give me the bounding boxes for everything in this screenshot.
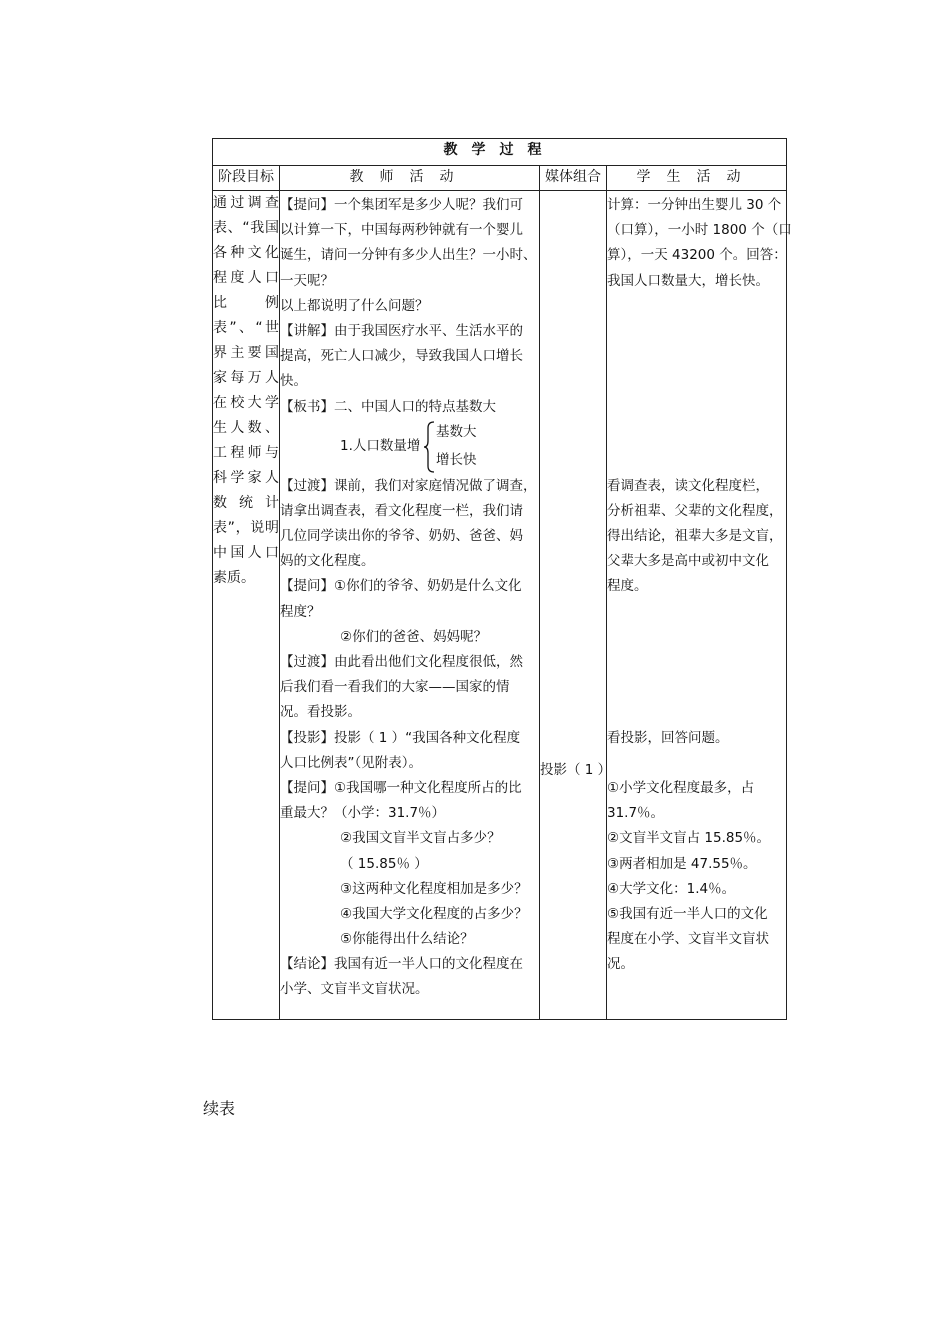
student-line: 程度。 <box>607 578 648 595</box>
student-line: 分析祖辈、父辈的文化程度， <box>607 502 783 519</box>
table-title: 教学过程 <box>213 139 787 166</box>
teacher-line: 提高，死亡人口减少，导致我国人口增长 <box>280 348 523 365</box>
student-line: ⑤我国有近一半人口的文化 <box>607 905 768 922</box>
student-line: 得出结论，祖辈大多是文盲， <box>607 528 783 545</box>
teacher-line: 【板书】二、中国人口的特点基数大 <box>280 398 496 415</box>
student-line: 31.7％。 <box>607 805 665 822</box>
teacher-line: 后我们看一看我们的大家——国家的情 <box>280 679 510 696</box>
teacher-line: 【投影】投影（ 1 ）“我国各种文化程度 <box>280 729 521 746</box>
continued-label: 续表 <box>203 1099 236 1118</box>
teacher-line: 请拿出调查表，看文化程度一栏，我们请 <box>280 502 523 519</box>
teacher-line: （ 15.85％ ） <box>340 855 428 872</box>
brace-label: 1.人口数量增 <box>340 437 421 454</box>
teacher-line: 人口比例表”（见附表）。 <box>280 754 422 771</box>
teacher-line: ④我国大学文化程度的占多少？ <box>340 905 528 922</box>
student-line: 我国人口数量大，增长快。 <box>607 272 769 289</box>
teacher-line: ②你们的爸爸、妈妈呢？ <box>340 628 488 645</box>
student-line: 父辈大多是高中或初中文化 <box>607 553 769 570</box>
teacher-line: 快。 <box>280 373 307 390</box>
header-goal: 阶段目标 <box>213 166 280 191</box>
teacher-line: 【提问】①我国哪一种文化程度所占的比 <box>280 779 522 796</box>
teacher-cell <box>280 191 540 1020</box>
teacher-line: 【结论】我国有近一半人口的文化程度在 <box>280 956 523 973</box>
teacher-line: ⑤你能得出什么结论？ <box>340 931 474 948</box>
student-cell <box>607 191 792 1020</box>
media-cell <box>540 191 612 1020</box>
media-text: 投影（ 1 ） <box>540 762 612 778</box>
goal-cell <box>213 191 280 1020</box>
student-line: 况。 <box>607 956 634 973</box>
brace-item: 基数大 <box>436 423 477 440</box>
teacher-line: 【讲解】由于我国医疗水平、生活水平的 <box>280 322 523 339</box>
teacher-line: 一天呢？ <box>280 272 334 289</box>
teacher-line: 程度？ <box>280 603 321 620</box>
student-line: 计算：一分钟出生婴儿 30 个 <box>607 197 782 213</box>
teacher-line: 【提问】一个集团军是多少人呢？我们可 <box>280 197 523 213</box>
board-brace-group <box>280 420 539 474</box>
header-media: 媒体组合 <box>540 166 607 191</box>
header-student: 学生活动 <box>607 166 787 191</box>
student-line: 算），一天 43200 个。回答： <box>607 247 787 264</box>
teacher-line: 况。看投影。 <box>280 704 361 721</box>
student-line: 程度在小学、文盲半文盲状 <box>607 931 769 948</box>
header-teacher: 教师活动 <box>280 166 540 191</box>
teacher-line: 几位同学读出你的爷爷、奶奶、爸爸、妈 <box>280 528 523 545</box>
student-line: 看投影，回答问题。 <box>607 729 729 746</box>
student-line: ④大学文化：1.4％。 <box>607 880 736 897</box>
teacher-line: 【过渡】课前，我们对家庭情况做了调查， <box>280 477 537 494</box>
curly-brace-icon <box>423 420 435 474</box>
student-line: ①小学文化程度最多，占 <box>607 779 755 796</box>
teacher-line: ③这两种文化程度相加是多少？ <box>340 880 528 897</box>
student-line: ③两者相加是 47.55％。 <box>607 855 757 872</box>
teaching-process-table <box>212 138 792 1020</box>
teacher-line: 以计算一下，中国每两秒钟就有一个婴儿 <box>280 222 523 239</box>
teacher-line: 诞生，请问一分钟有多少人出生？一小时、 <box>280 247 537 264</box>
teacher-line: 重最大？（小学：31.7％） <box>280 805 446 822</box>
student-line: ②文盲半文盲占 15.85％。 <box>607 830 771 847</box>
teacher-line: 妈的文化程度。 <box>280 553 375 570</box>
teacher-line: 以上都说明了什么问题？ <box>280 297 429 314</box>
teacher-line: 【过渡】由此看出他们文化程度很低，然 <box>280 654 523 670</box>
goal-text: 通过调查表、“我国各种文化程度人口比例表”、“世界主要国家每万人在校大学生人数、工程师与科学家人数统计表”，说明中国人口素质。 <box>213 195 279 586</box>
student-line: （口算），一小时 1800 个（口 <box>607 222 792 239</box>
brace-item: 增长快 <box>436 451 477 468</box>
teacher-line: ②我国文盲半文盲占多少？ <box>340 830 501 847</box>
teacher-line: 【提问】①你们的爷爷、奶奶是什么文化 <box>280 578 522 595</box>
teacher-line: 小学、文盲半文盲状况。 <box>280 981 429 998</box>
student-line: 看调查表，读文化程度栏， <box>607 477 769 494</box>
